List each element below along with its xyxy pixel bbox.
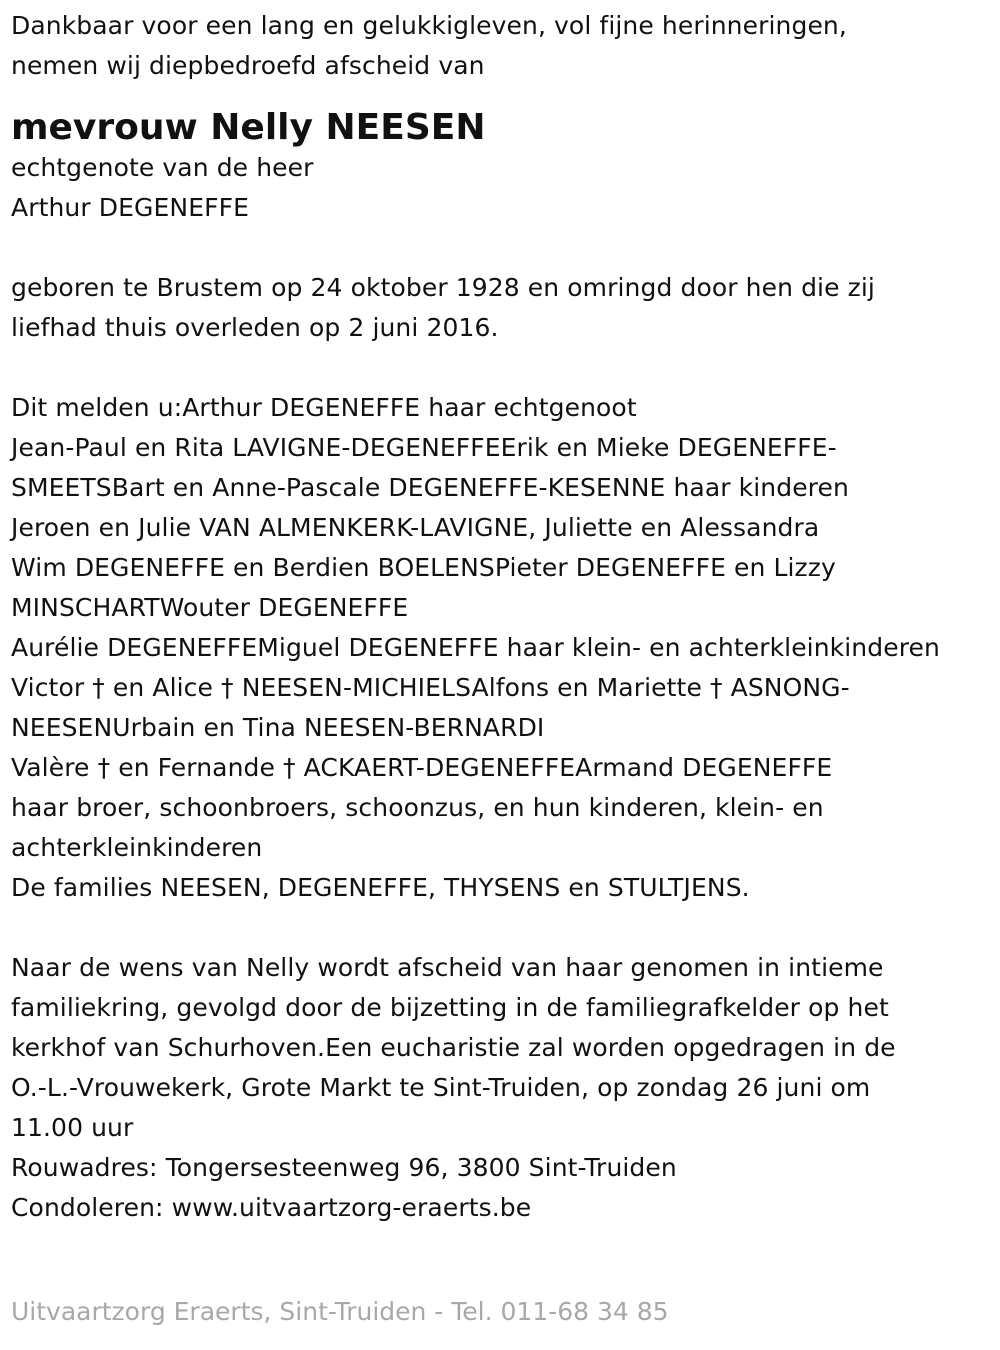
family-line: Valère † en Fernande † ACKAERT-DEGENEFFEArmand DEGENEFFE bbox=[11, 753, 833, 782]
family-line: SMEETSBart en Anne-Pascale DEGENEFFE-KESENNE haar kinderen bbox=[11, 473, 849, 502]
birth-death-text bbox=[11, 268, 996, 348]
deceased-name: mevrouw Nelly NEESEN bbox=[11, 107, 486, 148]
family-line: De families NEESEN, DEGENEFFE, THYSENS en STULTJENS. bbox=[11, 873, 750, 902]
intro-text bbox=[11, 6, 996, 86]
family-line: Dit melden u:Arthur DEGENEFFE haar echtgenoot bbox=[11, 393, 637, 422]
family-line: Victor † en Alice † NEESEN-MICHIELSAlfons en Mariette † ASNONG- bbox=[11, 673, 850, 702]
ceremony-line: kerkhof van Schurhoven.Een eucharistie zal worden opgedragen in de bbox=[11, 1033, 896, 1062]
spouse-text bbox=[11, 148, 996, 228]
ceremony-text bbox=[11, 948, 996, 1228]
ceremony-line: Naar de wens van Nelly wordt afscheid van haar genomen in intieme bbox=[11, 953, 884, 982]
funeral-home-footer: Uitvaartzorg Eraerts, Sint-Truiden - Tel. 011-68 34 85 bbox=[11, 1297, 669, 1326]
spouse-line: Arthur DEGENEFFE bbox=[11, 193, 249, 222]
family-line: haar broer, schoonbroers, schoonzus, en hun kinderen, klein- en bbox=[11, 793, 824, 822]
birth-death-line: geboren te Brustem op 24 oktober 1928 en omringd door hen die zij bbox=[11, 273, 875, 302]
family-line: achterkleinkinderen bbox=[11, 833, 263, 862]
intro-line: Dankbaar voor een lang en gelukkigleven, vol fijne herinneringen, bbox=[11, 11, 847, 40]
ceremony-line: 11.00 uur bbox=[11, 1113, 134, 1142]
family-line: NEESENUrbain en Tina NEESEN-BERNARDI bbox=[11, 713, 545, 742]
mourning-address: Rouwadres: Tongersesteenweg 96, 3800 Sint-Truiden bbox=[11, 1153, 677, 1182]
ceremony-line: familiekring, gevolgd door de bijzetting in de familiegrafkelder op het bbox=[11, 993, 889, 1022]
condolence-link[interactable]: Condoleren: www.uitvaartzorg-eraerts.be bbox=[11, 1193, 532, 1222]
family-line: Wim DEGENEFFE en Berdien BOELENSPieter DEGENEFFE en Lizzy bbox=[11, 553, 836, 582]
death-notice bbox=[11, 6, 996, 1228]
family-line: MINSCHARTWouter DEGENEFFE bbox=[11, 593, 409, 622]
family-line: Aurélie DEGENEFFEMiguel DEGENEFFE haar klein- en achterkleinkinderen bbox=[11, 633, 940, 662]
ceremony-line: O.-L.-Vrouwekerk, Grote Markt te Sint-Truiden, op zondag 26 juni om bbox=[11, 1073, 871, 1102]
spacer bbox=[11, 228, 996, 268]
family-list bbox=[11, 388, 996, 908]
spacer bbox=[11, 348, 996, 388]
spacer bbox=[11, 86, 996, 108]
spacer bbox=[11, 908, 996, 948]
birth-death-line: liefhad thuis overleden op 2 juni 2016. bbox=[11, 313, 499, 342]
family-line: Jeroen en Julie VAN ALMENKERK-LAVIGNE, Juliette en Alessandra bbox=[11, 513, 820, 542]
spouse-line: echtgenote van de heer bbox=[11, 153, 314, 182]
family-line: Jean-Paul en Rita LAVIGNE-DEGENEFFEErik en Mieke DEGENEFFE- bbox=[11, 433, 837, 462]
intro-line: nemen wij diepbedroefd afscheid van bbox=[11, 51, 485, 80]
